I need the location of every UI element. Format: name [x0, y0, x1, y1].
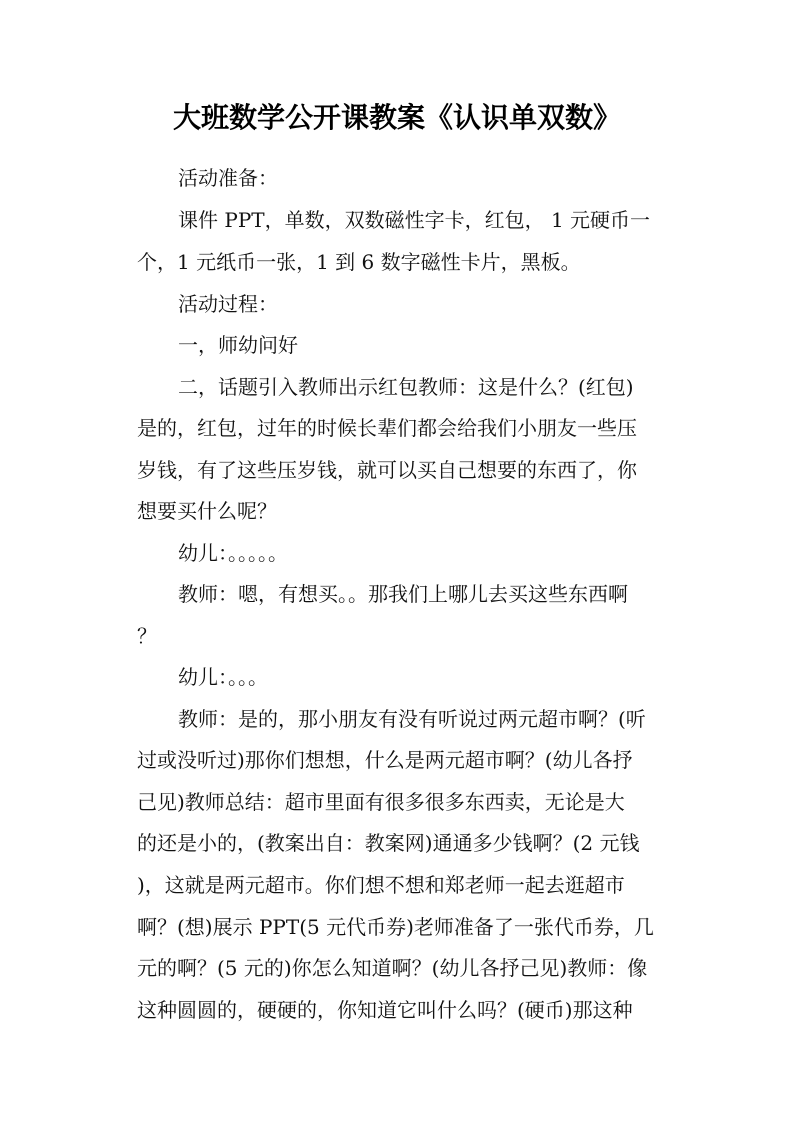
paragraph-line: 幼儿：。。。。。: [178, 541, 288, 565]
paragraph-line: 幼儿：。。。: [178, 665, 268, 689]
paragraph-line: 个，1 元纸币一张，1 到 6 数字磁性卡片，黑板。: [137, 250, 581, 274]
paragraph-line: 一，师幼问好: [178, 333, 298, 357]
document-title: 大班数学公开课教案《认识单双数》: [172, 101, 621, 134]
paragraph-line: 过或没听过)那你们想想，什么是两元超市啊？(幼儿各抒: [137, 748, 633, 772]
paragraph-line: 的还是小的，(教案出自：教案网)通通多少钱啊？(2 元钱: [137, 831, 640, 855]
paragraph-line: 活动准备：: [178, 166, 278, 190]
paragraph-line: 想要买什么呢？: [137, 499, 277, 523]
paragraph-line: 是的，红包，过年的时候长辈们都会给我们小朋友一些压: [137, 416, 637, 440]
paragraph-line: 啊？(想)展示 PPT(5 元代币券)老师准备了一张代币券，几: [137, 915, 654, 939]
paragraph-line: 教师：是的，那小朋友有没有听说过两元超市啊？(听: [178, 707, 646, 731]
paragraph-line: 己见)教师总结：超市里面有很多很多东西卖，无论是大: [137, 790, 625, 814]
paragraph-line: 二，话题引入教师出示红包教师：这是什么？(红包): [178, 375, 634, 399]
paragraph-line: 教师：嗯，有想买。。那我们上哪儿去买这些东西啊: [178, 582, 628, 606]
paragraph-line: )，这就是两元超市。你们想不想和郑老师一起去逛超市: [137, 873, 625, 897]
paragraph-line: 活动过程：: [178, 292, 278, 316]
paragraph-line: 元的啊？(5 元的)你怎么知道啊？(幼儿各抒己见)教师：像: [137, 956, 648, 980]
paragraph-line: 课件 PPT，单数，双数磁性字卡，红包， 1 元硬币一: [178, 208, 651, 232]
paragraph-line: ？: [137, 624, 157, 648]
paragraph-line: 这种圆圆的，硬硬的，你知道它叫什么吗？(硬币)那这种: [137, 998, 633, 1022]
paragraph-line: 岁钱，有了这些压岁钱，就可以买自己想要的东西了，你: [137, 458, 637, 482]
